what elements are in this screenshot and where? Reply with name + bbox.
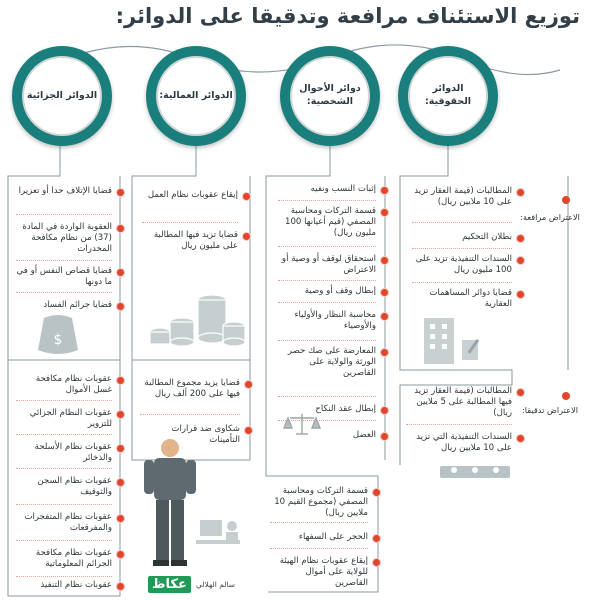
bullet-dot <box>244 380 253 389</box>
document-pen-icon <box>462 339 479 360</box>
bullet-dot <box>380 186 389 195</box>
personal-pleading-item: إبطال وقف أو وصية <box>278 286 376 297</box>
bullet-dot <box>380 208 389 217</box>
bullet-dot <box>116 410 125 419</box>
separator <box>278 280 376 281</box>
bullet-dot <box>116 268 125 277</box>
office-desk-icon <box>196 520 240 544</box>
bullet-dot <box>116 514 125 523</box>
separator <box>16 540 112 541</box>
civil-pleading-item: قضايا دوائر المساهمات العقارية <box>412 288 512 310</box>
personal-pleading-item: قسمة التركات ومحاسبة المصفي (قيم أعيانها 100 مليون ريال) <box>278 206 376 239</box>
bullet-dot <box>116 376 125 385</box>
criminal-pleading-item: قضايا جرائم الفساد <box>16 300 112 311</box>
criminal-review-item: عقوبات نظام الأسلحة والذخائر <box>16 442 112 464</box>
scales-icon <box>284 414 320 434</box>
circle-personal-label: دوائر الأحوال الشخصية: <box>290 56 370 136</box>
bullet-dot <box>372 558 381 567</box>
criminal-pleading-item: العقوبة الواردة في المادة (37) من نظام مكافحة المخدرات <box>16 222 112 255</box>
bullet-dot <box>380 288 389 297</box>
building-icon <box>424 318 454 364</box>
separator <box>278 302 376 303</box>
labor-pleading-item: قضايا تزيد فيها المطالبة على مليون ريال <box>142 230 238 252</box>
bullet-dot <box>516 388 525 397</box>
labor-pleading-item: إيقاع عقوبات نظام العمل <box>142 190 238 201</box>
civil-pleading-item: السندات التنفيذية تزيد على 100 مليون ريال <box>412 254 512 276</box>
bullet-dot <box>380 406 389 415</box>
circle-criminal-label: الدوائر الجزائية <box>22 56 102 136</box>
circle-civil <box>398 46 498 146</box>
separator <box>278 246 376 247</box>
illustrator-credit: سالم الهلالي <box>196 580 236 589</box>
criminal-pleading-item: قضايا قصاص النفس أو في ما دونها <box>16 266 112 288</box>
bullet-dot <box>242 192 251 201</box>
circle-civil-label: الدوائر الحقوقية: <box>408 56 488 136</box>
bullet-dot <box>116 550 125 559</box>
separator <box>278 420 376 421</box>
civil-pleading-label: الاعتراض مرافعة: <box>520 212 580 222</box>
separator <box>16 260 112 261</box>
criminal-review-item: عقوبات النظام الجزائي للتزوير <box>16 408 112 430</box>
bullet-dot <box>372 534 381 543</box>
bullet-dot <box>116 582 125 591</box>
separator <box>406 424 512 425</box>
page-title: توزيع الاستئناف مرافعة وتدقيقا على الدوائر: <box>115 4 580 28</box>
bullet-dot <box>380 312 389 321</box>
bullet-dot <box>516 256 525 265</box>
personal-pleading-item: العضل <box>330 430 376 441</box>
separator <box>16 504 112 505</box>
separator <box>278 200 376 201</box>
separator <box>278 340 376 341</box>
separator <box>270 522 368 523</box>
bullet-dot <box>516 434 525 443</box>
worker-illustration <box>144 439 196 566</box>
civil-pleading-item: بطلان التحكيم <box>412 232 512 243</box>
bullet-dot <box>516 234 525 243</box>
civil-review-label: الاعتراض تدقيقا: <box>522 405 578 415</box>
criminal-review-item: عقوبات نظام مكافحة غسل الأموال <box>16 374 112 396</box>
criminal-review-item: عقوبات نظام المتفجرات والمفرقعات <box>16 512 112 534</box>
criminal-review-item: عقوبات نظام السجن والتوقيف <box>16 476 112 498</box>
circle-labor-label: الدوائر العمالية: <box>156 56 236 136</box>
civil-review-item: المطالبات (قيمة العقار تزيد فيها المطالبة على 5 ملايين ريال) <box>406 386 512 419</box>
bullet-dot <box>516 290 525 299</box>
personal-pleading-item: إبطال عقد النكاح <box>278 404 376 415</box>
separator <box>16 400 112 401</box>
separator <box>16 576 112 577</box>
personal-review-item: الحجر على السفهاء <box>270 532 368 543</box>
criminal-pleading-item: قضايا الإتلاف حدا أو تعزيرا <box>16 186 112 197</box>
bullet-dot <box>116 478 125 487</box>
bullet-dot <box>372 488 381 497</box>
personal-pleading-item: إثبات النسب ونفيه <box>278 184 376 195</box>
separator <box>16 292 112 293</box>
labor-review-item: قضايا يزيد مجموع المطالبة فيها على 200 ألف ريال <box>140 378 240 400</box>
svg-text:$: $ <box>53 332 63 348</box>
coins-icon <box>150 295 245 346</box>
separator <box>16 434 112 435</box>
separator <box>140 414 240 415</box>
separator <box>278 396 376 397</box>
separator <box>16 214 112 215</box>
separator <box>270 548 368 549</box>
bullet-dot <box>116 188 125 197</box>
personal-pleading-item: استحقاق لوقف أو وصية أو الاعتراض <box>278 254 376 276</box>
civil-review-item: السندات التنفيذية التي تزيد على 10 ملايين ريال <box>406 432 512 454</box>
personal-review-item: قسمة التركات ومحاسبة المصفي (مجموع القيم 10 ملايين ريال) <box>270 486 368 519</box>
publisher-logo: عكاظ <box>148 576 191 593</box>
criminal-review-item: عقوبات نظام مكافحة الجرائم المعلوماتية <box>16 548 112 570</box>
separator <box>412 222 512 223</box>
personal-review-item: إيقاع عقوبات نظام الهيئة للولاية على أموال القاصرين <box>270 556 368 589</box>
civil-review-dot <box>562 392 570 400</box>
bullet-dot <box>244 426 253 435</box>
bullet-dot <box>116 302 125 311</box>
bullet-dot <box>380 256 389 265</box>
bullet-dot <box>116 444 125 453</box>
bullet-dot <box>380 348 389 357</box>
circle-personal <box>280 46 380 146</box>
money-bag-icon <box>38 315 78 354</box>
separator <box>16 468 112 469</box>
circle-labor <box>146 46 246 146</box>
separator <box>142 222 238 223</box>
bullet-dot <box>380 432 389 441</box>
labor-review-item: شكاوى ضد قرارات التأمينات <box>140 424 240 446</box>
civil-pleading-dot <box>562 196 570 204</box>
circle-criminal <box>12 46 112 146</box>
bullet-dot <box>242 232 251 241</box>
audience-icon <box>440 466 510 478</box>
personal-pleading-item: محاسبة النظار والأولياء والأوصياء <box>278 310 376 332</box>
bullet-dot <box>116 224 125 233</box>
criminal-review-item: عقوبات نظام التنفيذ <box>16 580 112 591</box>
separator <box>412 248 512 249</box>
civil-pleading-item: المطالبات (قيمة العقار تزيد على 10 ملايين ريال) <box>412 186 512 208</box>
personal-pleading-item: المعارضة على صك حصر الورثة والولاية على القاصرين <box>278 346 376 379</box>
separator <box>412 282 512 283</box>
